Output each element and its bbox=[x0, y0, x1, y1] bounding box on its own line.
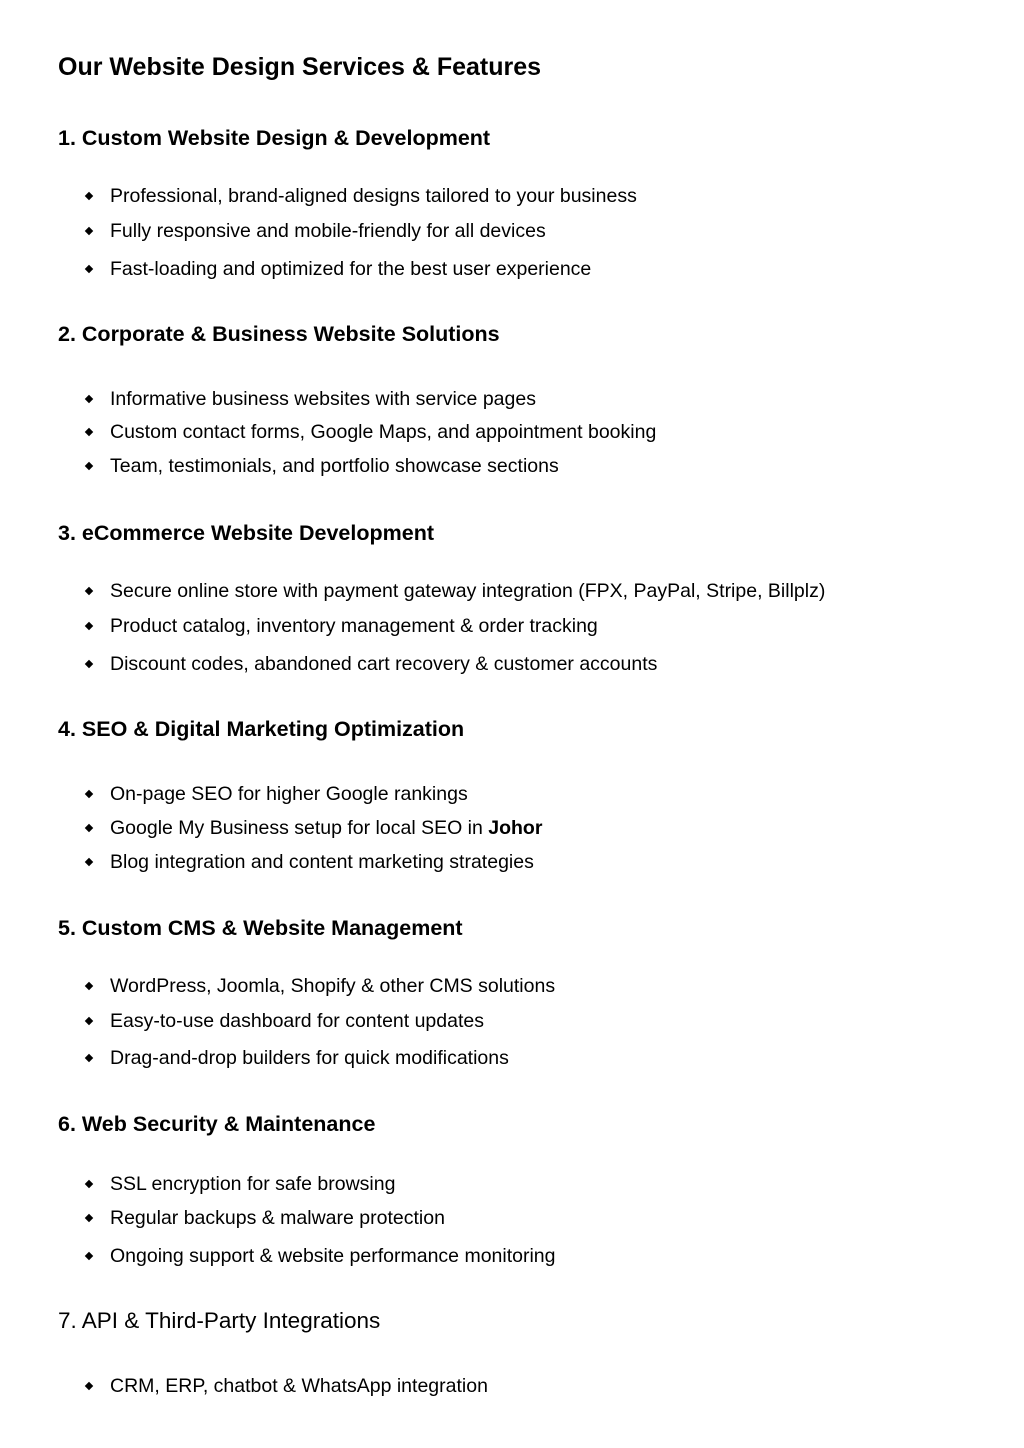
list-item-text: Informative business websites with service pages bbox=[110, 388, 536, 410]
diamond-bullet-icon bbox=[85, 824, 93, 832]
diamond-bullet-icon bbox=[85, 1017, 93, 1025]
section-heading-seo: 4. SEO & Digital Marketing Optimization bbox=[58, 717, 465, 741]
diamond-bullet-icon bbox=[85, 1252, 93, 1260]
diamond-bullet-icon bbox=[85, 265, 93, 273]
list-item-text: CRM, ERP, chatbot & WhatsApp integration bbox=[110, 1375, 488, 1397]
section-heading-api: 7. API & Third-Party Integrations bbox=[58, 1308, 381, 1333]
diamond-bullet-icon bbox=[85, 395, 93, 403]
section-heading-security: 6. Web Security & Maintenance bbox=[58, 1112, 376, 1136]
diamond-bullet-icon bbox=[85, 1054, 93, 1062]
list-item-text: Easy-to-use dashboard for content updates bbox=[110, 1010, 484, 1032]
diamond-bullet-icon bbox=[85, 192, 93, 200]
diamond-bullet-icon bbox=[85, 227, 93, 235]
diamond-bullet-icon bbox=[85, 982, 93, 990]
page-title: Our Website Design Services & Features bbox=[58, 53, 542, 81]
list-item-text: Fully responsive and mobile-friendly for all devices bbox=[110, 220, 546, 242]
location-emphasis: Johor bbox=[488, 817, 543, 839]
list-item-text: Drag-and-drop builders for quick modifications bbox=[110, 1047, 509, 1069]
diamond-bullet-icon bbox=[85, 587, 93, 595]
section-heading-corporate: 2. Corporate & Business Website Solutions bbox=[58, 322, 500, 346]
list-item-text: SSL encryption for safe browsing bbox=[110, 1173, 396, 1195]
list-item-text: On-page SEO for higher Google rankings bbox=[110, 783, 468, 805]
diamond-bullet-icon bbox=[85, 660, 93, 668]
list-item-text bbox=[110, 814, 542, 842]
diamond-bullet-icon bbox=[85, 790, 93, 798]
list-item-text: Fast-loading and optimized for the best user experience bbox=[110, 258, 592, 280]
list-item-text: Product catalog, inventory management & order tracking bbox=[110, 615, 598, 637]
list-item-text: Discount codes, abandoned cart recovery & customer accounts bbox=[110, 653, 658, 675]
list-item-text: Team, testimonials, and portfolio showcase sections bbox=[110, 455, 559, 477]
diamond-bullet-icon bbox=[85, 858, 93, 866]
diamond-bullet-icon bbox=[85, 1180, 93, 1188]
diamond-bullet-icon bbox=[85, 1214, 93, 1222]
section-heading-ecommerce: 3. eCommerce Website Development bbox=[58, 521, 434, 545]
list-item-text: Custom contact forms, Google Maps, and appointment booking bbox=[110, 421, 657, 443]
list-item-text: Blog integration and content marketing strategies bbox=[110, 851, 534, 873]
diamond-bullet-icon bbox=[85, 462, 93, 470]
section-heading-custom-design: 1. Custom Website Design & Development bbox=[58, 126, 491, 150]
list-item-text: Secure online store with payment gateway integration (FPX, PayPal, Stripe, Billplz) bbox=[110, 580, 826, 602]
list-item-text: WordPress, Joomla, Shopify & other CMS solutions bbox=[110, 975, 556, 997]
list-item-text: Professional, brand-aligned designs tailored to your business bbox=[110, 185, 637, 207]
diamond-bullet-icon bbox=[85, 1382, 93, 1390]
diamond-bullet-icon bbox=[85, 428, 93, 436]
list-item-text: Regular backups & malware protection bbox=[110, 1207, 445, 1229]
diamond-bullet-icon bbox=[85, 622, 93, 630]
list-item-text-main: Google My Business setup for local SEO in bbox=[110, 817, 489, 839]
list-item-text: Ongoing support & website performance monitoring bbox=[110, 1245, 556, 1267]
section-heading-cms: 5. Custom CMS & Website Management bbox=[58, 916, 463, 940]
